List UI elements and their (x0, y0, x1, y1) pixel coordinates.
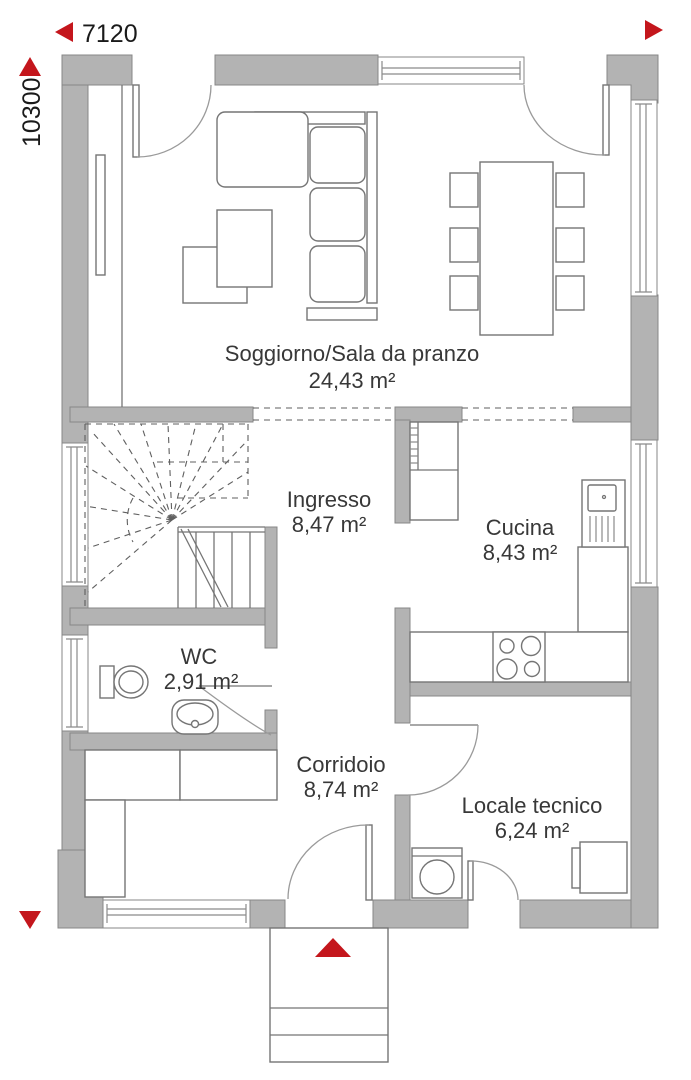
room-label-wc: WC (180, 644, 218, 669)
wall-bottom-seg1 (250, 900, 285, 928)
wall-bottom-seg2 (373, 900, 468, 928)
boiler-unit (572, 842, 627, 893)
room-area-corridoio: 8,74 m² (303, 777, 379, 802)
wall-wc-bottom (70, 733, 277, 750)
window-top (378, 57, 524, 84)
furniture-corridoio (85, 750, 277, 897)
dim-arrow-down-icon (19, 911, 41, 929)
wall-wc-top (70, 608, 277, 625)
stairs-upper-flight-dashed (85, 424, 248, 606)
dining-chair (556, 276, 584, 310)
wall-wc-right-lower (265, 710, 277, 733)
wall-wc-right-upper (265, 527, 277, 648)
dim-width-label: 7120 (82, 20, 138, 48)
entrance-porch (270, 928, 388, 1062)
room-label-cucina: Cucina (485, 515, 555, 540)
kitchen-sink-unit (582, 480, 625, 547)
dining-chair (556, 228, 584, 262)
wall-left-upper (62, 85, 88, 443)
stairs (85, 424, 265, 608)
room-label-soggiorno: Soggiorno/Sala da pranzo (224, 341, 480, 366)
hall-cabinet (85, 800, 125, 897)
dining-chair (450, 228, 478, 262)
tall-cabinet-fridge (410, 422, 458, 520)
wardrobe-left (85, 750, 180, 800)
dim-arrow-up-icon (19, 57, 41, 76)
radiator (96, 155, 105, 275)
wall-right-lower (631, 587, 658, 928)
toilet (100, 666, 148, 698)
dining-chair (556, 173, 584, 207)
wall-cucina-top-right (573, 407, 631, 422)
door-locale-exterior (468, 861, 518, 900)
room-label-locale-tecnico: Locale tecnico (461, 793, 603, 818)
window-left-wc (62, 635, 88, 731)
window-left-stairs (62, 443, 88, 586)
stove (493, 632, 545, 682)
door-terrace-right (524, 85, 609, 155)
dim-height-label: 10300 (18, 77, 46, 147)
window-right-dining (631, 100, 657, 296)
wall-bottom-seg3 (520, 900, 631, 928)
room-area-cucina: 8,43 m² (482, 540, 558, 565)
wall-soggiorno-stairs (70, 407, 253, 422)
furniture-locale-tecnico (412, 842, 627, 898)
wardrobe-right (180, 750, 277, 800)
room-area-wc: 2,91 m² (163, 669, 239, 694)
wall-right-mid (631, 295, 658, 440)
washing-machine (412, 848, 462, 898)
stairs-lower-flight (178, 527, 265, 608)
window-bottom-corridor (103, 900, 250, 928)
room-area-ingresso: 8,47 m² (291, 512, 367, 537)
wall-top-left-corner (62, 55, 132, 85)
wall-top-right-corner (607, 55, 658, 103)
dining-set (450, 162, 584, 335)
room-label-corridoio: Corridoio (296, 752, 386, 777)
wall-corridoio-locale (395, 795, 410, 900)
wash-basin (172, 700, 218, 734)
dining-table (480, 162, 553, 335)
wall-cucina-locale (410, 682, 631, 696)
dim-arrow-right-icon (645, 20, 663, 40)
door-entrance (288, 825, 372, 900)
room-label-ingresso: Ingresso (286, 487, 372, 512)
room-area-soggiorno: 24,43 m² (308, 368, 396, 393)
door-terrace-left (133, 85, 211, 157)
coffee-tables (183, 210, 272, 303)
window-right-kitchen (631, 440, 657, 587)
wall-top-mid (215, 55, 378, 85)
dining-chair (450, 173, 478, 207)
dining-chair (450, 276, 478, 310)
wall-corridoio-cucina (395, 608, 410, 723)
wall-cucina-left-upper (395, 420, 410, 523)
dim-arrow-left-icon (55, 22, 73, 42)
door-locale-interior (408, 725, 478, 795)
room-area-locale-tecnico: 6,24 m² (494, 818, 570, 843)
